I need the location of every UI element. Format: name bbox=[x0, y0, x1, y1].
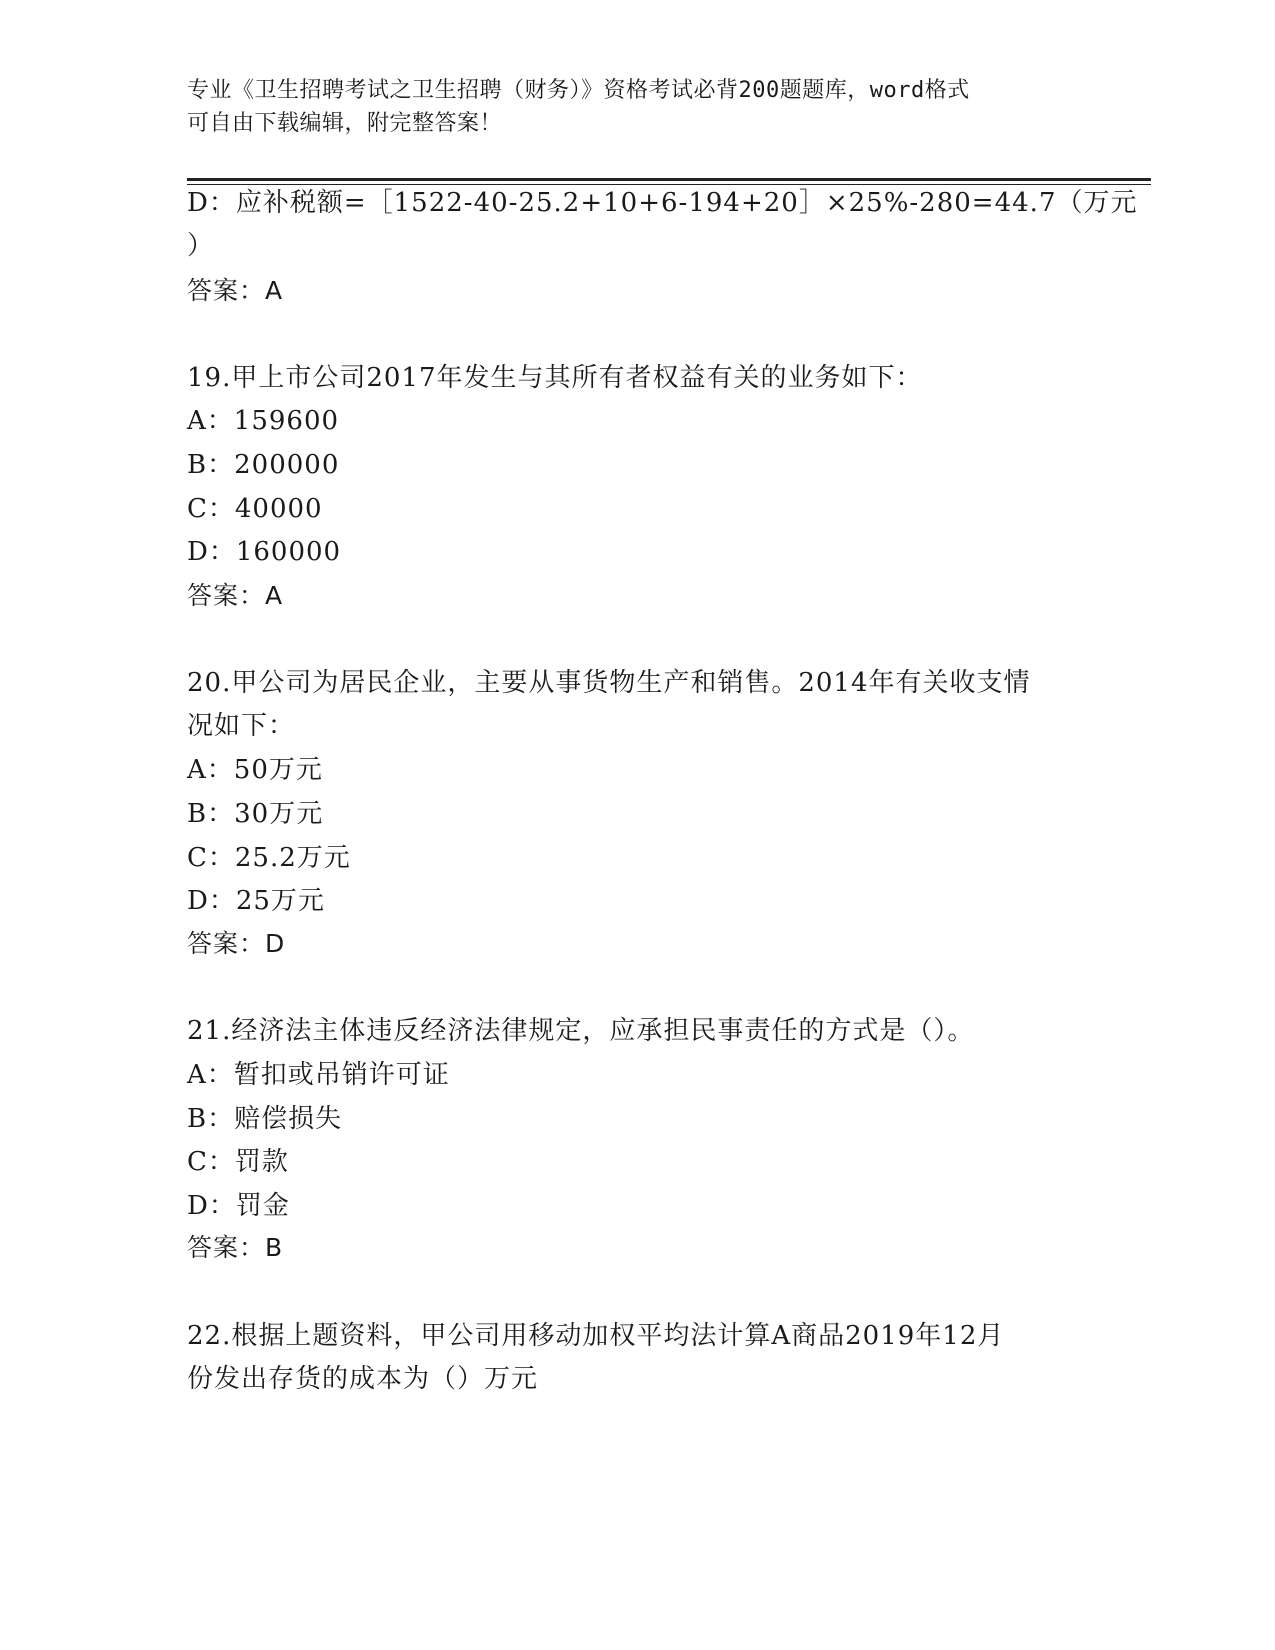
q20-option-b: B：30万元 bbox=[187, 799, 324, 829]
q22-stem: 22.根据上题资料，甲公司用移动加权平均法计算A商品2019年12月 bbox=[187, 1321, 1005, 1351]
q20-stem-cont: 况如下： bbox=[187, 711, 296, 741]
document-header bbox=[187, 74, 1067, 140]
q19-option-d: D：160000 bbox=[187, 537, 342, 567]
q19-option-b: B：200000 bbox=[187, 450, 340, 480]
q21-option-b: B：赔偿损失 bbox=[187, 1104, 343, 1134]
q18-option-d: D：应补税额=［1522-40-25.2+10+6-194+20］×25%-280=44.7（万元 bbox=[187, 188, 1138, 218]
q20-option-c: C：25.2万元 bbox=[187, 843, 351, 873]
q20-option-a: A：50万元 bbox=[187, 755, 323, 785]
header-line-1: 专业《卫生招聘考试之卫生招聘（财务）》资格考试必背200题题库，word格式 bbox=[187, 78, 970, 103]
q19-option-a: A：159600 bbox=[187, 406, 340, 436]
header-rule-thick bbox=[187, 178, 1151, 181]
q21-option-c: C：罚款 bbox=[187, 1147, 289, 1177]
q18-option-d-cont: ） bbox=[187, 231, 215, 261]
q20-answer: 答案：D bbox=[187, 929, 286, 958]
q19-stem: 19.甲上市公司2017年发生与其所有者权益有关的业务如下： bbox=[187, 363, 923, 393]
q21-answer: 答案：B bbox=[187, 1233, 284, 1262]
header-line-2: 可自由下载编辑，附完整答案！ bbox=[187, 111, 503, 136]
q19-option-c: C：40000 bbox=[187, 494, 323, 524]
q21-option-d: D：罚金 bbox=[187, 1191, 290, 1221]
q20-option-d: D：25万元 bbox=[187, 886, 325, 916]
q19-answer: 答案：A bbox=[187, 581, 284, 610]
q20-stem: 20.甲公司为居民企业，主要从事货物生产和销售。2014年有关收支情 bbox=[187, 668, 1031, 698]
q18-answer: 答案：A bbox=[187, 276, 284, 305]
q21-stem: 21.经济法主体违反经济法律规定，应承担民事责任的方式是（）。 bbox=[187, 1016, 975, 1046]
q21-option-a: A：暂扣或吊销许可证 bbox=[187, 1060, 450, 1090]
q22-stem-cont: 份发出存货的成本为（）万元 bbox=[187, 1364, 539, 1394]
header-rule-thin bbox=[187, 184, 1151, 185]
